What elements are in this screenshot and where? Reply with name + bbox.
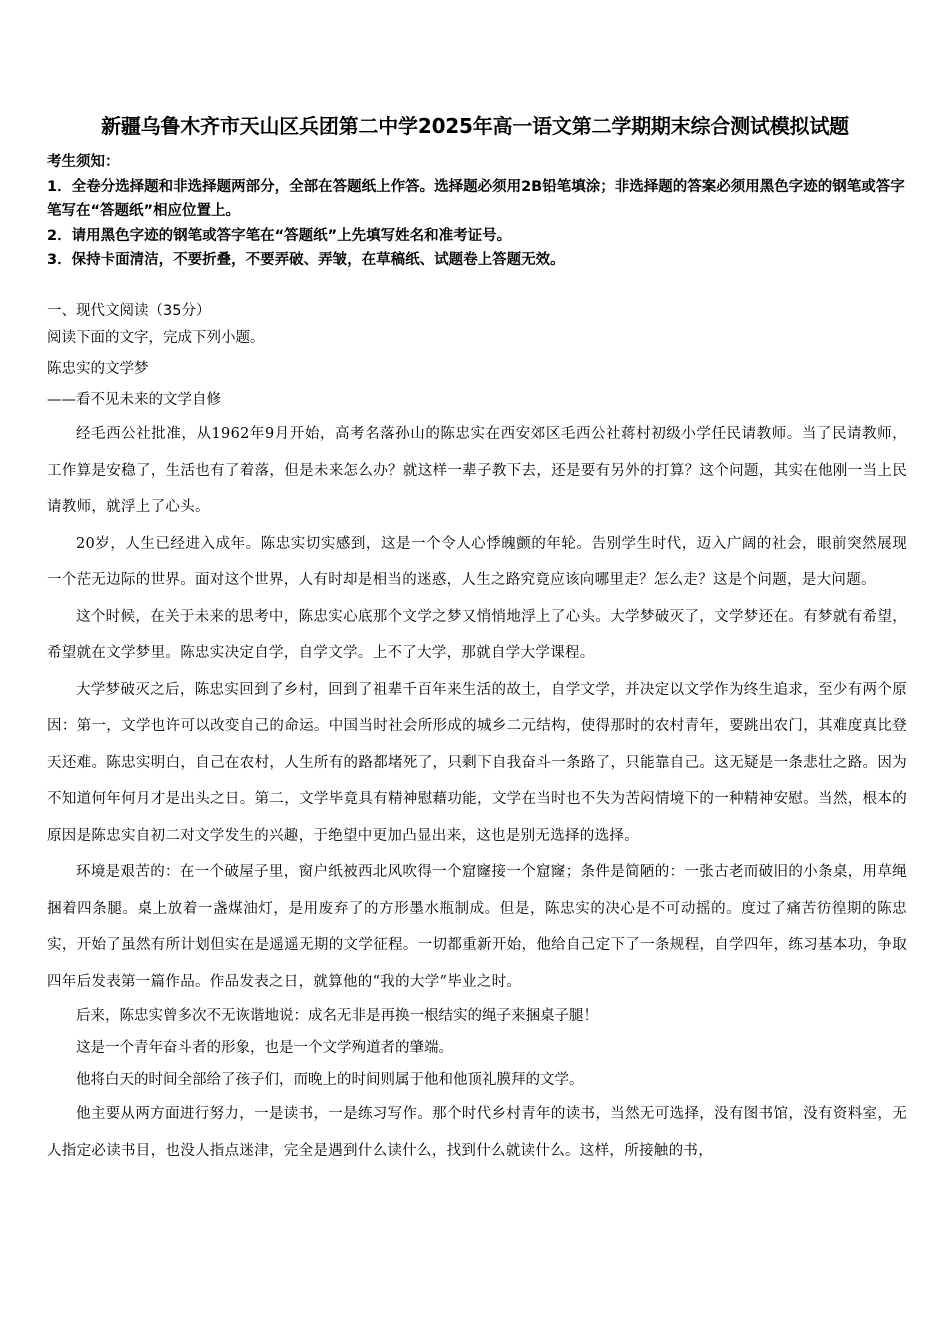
article-paragraph: 这个时候，在关于未来的思考中，陈忠实心底那个文学之梦又悄悄地浮上了心头。大学梦破灭了，文学梦还在。有梦就有希望，希望就在文学梦里。陈忠实决定自学，自学文学。上不了大学，那就自学大学课程。 bbox=[47, 608, 907, 661]
notice-heading: 考生须知： bbox=[47, 154, 120, 170]
section-heading: 一、现代文阅读（35分） bbox=[47, 303, 211, 319]
article-short-line: 这是一个青年奋斗者的形象，也是一个文学殉道者的肇端。 bbox=[76, 1040, 453, 1056]
section-instruction: 阅读下面的文字，完成下列小题。 bbox=[47, 330, 265, 346]
candidate-notice bbox=[47, 150, 907, 273]
reading-section bbox=[47, 299, 907, 1169]
article-short-line: 他将白天的时间全部给了孩子们，而晚上的时间则属于他和他顶礼膜拜的文学。 bbox=[76, 1072, 584, 1088]
notice-item-3: 3．保持卡面清洁，不要折叠，不要弄破、弄皱，在草稿纸、试题卷上答题无效。 bbox=[47, 252, 565, 268]
exam-title: 新疆乌鲁木齐市天山区兵团第二中学2025年高一语文第二学期期末综合测试模拟试题 bbox=[101, 114, 849, 138]
article-paragraph: 20岁，人生已经进入成年。陈忠实切实感到，这是一个令人心悸魄颤的年轮。告别学生时代，迈入广阔的社会，眼前突然展现一个茫无边际的世界。面对这个世界，人有时却是相当的迷惑，人生之路究竟应该向哪里走？怎么走？这是个问题，是大问题。 bbox=[47, 535, 907, 588]
article-paragraph-final: 他主要从两方面进行努力，一是读书，一是练习写作。那个时代乡村青年的读书，当然无可选择，没有图书馆，没有资料室，无人指定必读书目，也没人指点迷津，完全是遇到什么读什么，找到什么就读什么。这样，所接触的书， bbox=[47, 1106, 907, 1159]
notice-item-2: 2．请用黑色字迹的钢笔或答字笔在“答题纸”上先填写姓名和准考证号。 bbox=[47, 227, 512, 244]
article-title: 陈忠实的文学梦 bbox=[47, 361, 149, 377]
article-paragraph: 环境是艰苦的：在一个破屋子里，窗户纸被西北风吹得一个窟窿接一个窟窿；条件是简陋的：一张古老而破旧的小条桌，用草绳捆着四条腿。桌上放着一盏煤油灯，是用废弃了的方形墨水瓶制成。但是，陈忠实的决心是不可动摇的。度过了痛苦彷徨期的陈忠实，开始了虽然有所计划但实在是遥遥无期的文学征程。一切都重新开始，他给自己定下了一条规程，自学四年，练习基本功，争取四年后发表第一篇作品。作品发表之日，就算他的“我的大学”毕业之时。 bbox=[47, 864, 907, 990]
article-short-line: 后来，陈忠实曾多次不无诙谐地说：成名无非是再换一根结实的绳子来捆桌子腿！ bbox=[76, 1008, 598, 1024]
article-subtitle: ——看不见未来的文学自修 bbox=[47, 392, 221, 408]
article-paragraph: 大学梦破灭之后，陈忠实回到了乡村，回到了祖辈千百年来生活的故土，自学文学，并决定以文学作为终生追求，至少有两个原因：第一，文学也许可以改变自己的命运。中国当时社会所形成的城乡二元结构，使得那时的农村青年，要跳出农门，其难度真比登天还难。陈忠实明白，自己在农村，人生所有的路都堵死了，只剩下自我奋斗一条路了，只能靠自己。这无疑是一条悲壮之路。因为不知道何年何月才是出头之日。第二，文学毕竟具有精神慰藉功能，文学在当时也不失为苦闷情境下的一种精神安慰。当然，根本的原因是陈忠实自初二对文学发生的兴趣，于绝望中更加凸显出来，这也是别无选择的选择。 bbox=[47, 681, 907, 844]
article-paragraph: 经毛西公社批准，从1962年9月开始，高考名落孙山的陈忠实在西安郊区毛西公社蒋村初级小学任民请教师。当了民请教师，工作算是安稳了，生活也有了着落，但是未来怎么办？就这样一辈子教下去，还是要有另外的打算？这个问题，其实在他刚一当上民请教师，就浮上了心头。 bbox=[47, 426, 907, 515]
notice-item-1: 1．全卷分选择题和非选择题两部分，全部在答题纸上作答。选择题必须用2B铅笔填涂；非选择题的答案必须用黑色字迹的钢笔或答字笔写在“答题纸”相应位置上。 bbox=[47, 178, 905, 219]
